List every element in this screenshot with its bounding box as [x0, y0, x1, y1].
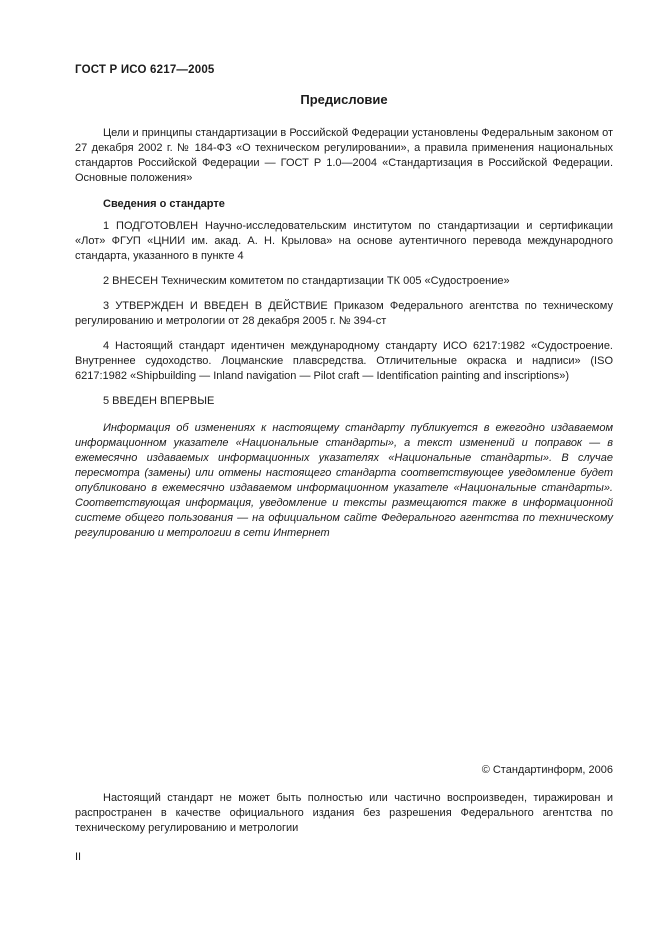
list-item: 5 ВВЕДЕН ВПЕРВЫЕ: [103, 395, 215, 407]
intro-paragraph: Цели и принципы стандартизации в Российской Федерации установлены Федеральным законом от 27 декабря 2002 г. № 184-ФЗ «О техническом регулировании», а правила применения национальных стандартов Российской Федерации — ГОСТ Р 1.0—2004 «Стандартизация в Российской Федерации. Основные положения»: [75, 127, 613, 184]
section-heading: Сведения о стандарте: [103, 198, 225, 210]
list-item: 2 ВНЕСЕН Техническим комитетом по стандартизации ТК 005 «Судостроение»: [103, 275, 510, 287]
page-number: II: [75, 851, 82, 863]
page-footer: [75, 763, 613, 863]
amendment-note: Информация об изменениях к настоящему стандарту публикуется в ежегодно издаваемом информационном указателе «Национальные стандарты», а текст изменений и поправок — в ежемесячно издаваемых информационных указателях «Национальные стандарты». В случае пересмотра (замены) или отмены настоящего стандарта соответствующее уведомление будет опубликовано в ежемесячно издаваемом информационном указателе «Национальные стандарты». Соответствующая информация, уведомление и тексты размещаются также в информационной системе общего пользования — на официальном сайте Федерального агентства по техническому регулированию и метрологии в сети Интернет: [75, 422, 613, 539]
page-content: [75, 64, 613, 552]
list-item: 4 Настоящий стандарт идентичен международному стандарту ИСО 6217:1982 «Судостроение. Внутреннее судоходство. Лоцманские плавсредства. Отличительные окраска и надписи» (ISO 6217:1982 «Shipbuilding — Inland navigation — Pilot craft — Identification painting and inscriptions»): [75, 340, 613, 382]
page-title: Предисловие: [300, 92, 388, 107]
standard-info-list: [75, 219, 613, 409]
list-item: 3 УТВЕРЖДЕН И ВВЕДЕН В ДЕЙСТВИЕ Приказом Федерального агентства по техническому регулированию и метрологии от 28 декабря 2005 г. № 394-ст: [75, 300, 613, 327]
list-item: 1 ПОДГОТОВЛЕН Научно-исследовательским институтом по стандартизации и сертификации «Лот» ФГУП «ЦНИИ им. акад. А. Н. Крылова» на основе аутентичного перевода международного стандарта, указанного в пункте 4: [75, 220, 613, 262]
standard-code: ГОСТ Р ИСО 6217—2005: [75, 64, 215, 76]
reproduction-restriction: Настоящий стандарт не может быть полностью или частично воспроизведен, тиражирован и распространен в качестве официального издания без разрешения Федерального агентства по техническому регулированию и метрологии: [75, 792, 613, 834]
copyright-notice: © Стандартинформ, 2006: [481, 764, 613, 776]
